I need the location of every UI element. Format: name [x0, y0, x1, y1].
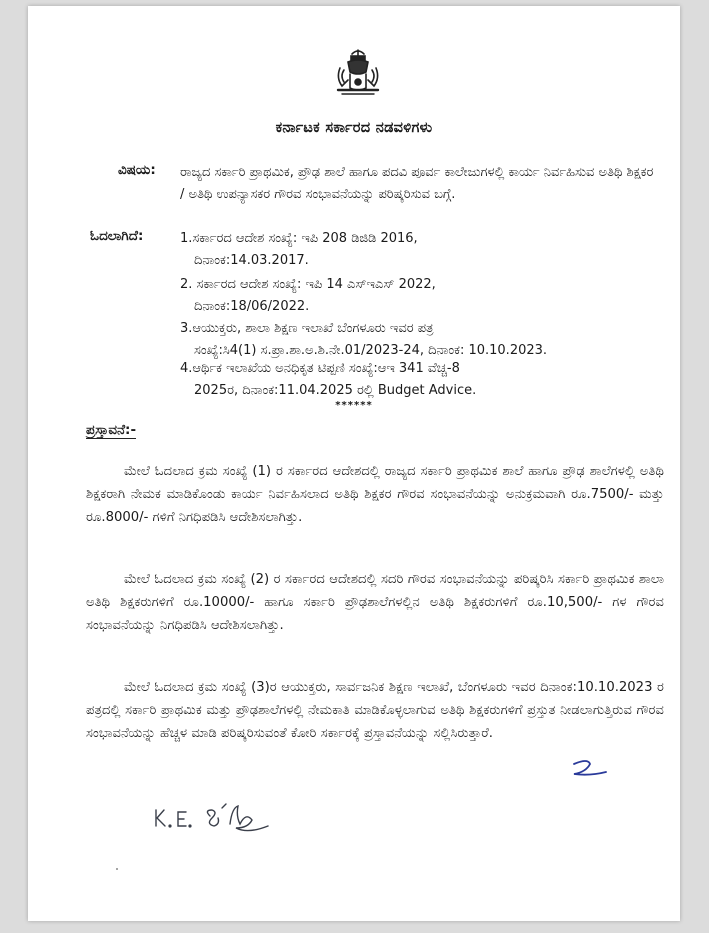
reference-3-line-1: 3.ಆಯುಕ್ತರು, ಶಾಲಾ ಶಿಕ್ಷಣ ಇಲಾಖೆ ಬೆಂಗಳೂರು ಇವರ ಪತ್ರ: [180, 321, 434, 336]
preamble-heading: ಪ್ರಸ್ತಾವನೆ:-: [86, 422, 137, 438]
reference-4-line-2: 2025ರ, ದಿನಾಂಕ:11.04.2025 ರಲ್ಲಿ Budget Advice.: [194, 383, 477, 398]
reference-3-line-2: ಸಂಖ್ಯೆ:ಸಿ4(1) ಸ.ಪ್ರಾ.ಶಾ.ಅ.ಶಿ.ನೇ.01/2023-24, ದಿನಾಂಕ: 10.10.2023.: [194, 343, 548, 358]
reference-item-2: [180, 274, 658, 318]
document-page: [28, 6, 680, 921]
government-emblem-icon: [330, 46, 386, 100]
reference-1-line-1: 1.ಸರ್ಕಾರದ ಆದೇಶ ಸಂಖ್ಯೆ: ಇಪಿ 208 ಡಿಜಿಡಿ 2016,: [180, 231, 418, 246]
separator: ******: [335, 400, 373, 411]
subject-text: ರಾಜ್ಯದ ಸರ್ಕಾರಿ ಪ್ರಾಥಮಿಕ, ಪ್ರೌಢ ಶಾಲೆ ಹಾಗೂ ಪದವಿ ಪೂರ್ವ ಕಾಲೇಜುಗಳಲ್ಲಿ ಕಾರ್ಯ ನಿರ್ವಹಿಸುವ ಅತಿಥಿ ಶಿಕ್ಷಕರ / ಅತಿಥಿ ಉಪನ್ಯಾಸಕರ ಗೌರವ ಸಂಭಾವನೆಯನ್ನು ಪರಿಷ್ಕರಿಸುವ ಬಗ್ಗೆ.: [180, 165, 654, 202]
subject-label: ವಿಷಯ:: [118, 162, 156, 178]
reference-2-line-2: ದಿನಾಂಕ:18/06/2022.: [194, 299, 310, 314]
paragraph-2: ಮೇಲೆ ಓದಲಾದ ಕ್ರಮ ಸಂಖ್ಯೆ (2) ರ ಸರ್ಕಾರದ ಆದೇಶದಲ್ಲಿ ಸದರಿ ಗೌರವ ಸಂಭಾವನೆಯನ್ನು ಪರಿಷ್ಕರಿಸಿ ಸರ್ಕಾರಿ ಪ್ರಾಥಮಿಕ ಶಾಲಾ ಅತಿಥಿ ಶಿಕ್ಷಕರುಗಳಿಗೆ ರೂ.10000/- ಹಾಗೂ ಸರ್ಕಾರಿ ಪ್ರೌಢಶಾಲೆಗಳಲ್ಲಿನ ಅತಿಥಿ ಶಿಕ್ಷಕರುಗಳಿಗೆ ರೂ.10,500/- ಗಳ ಗೌರವ ಸಂಭಾವನೆಯನ್ನು ನಿಗಧಿಪಡಿಸಿ ಆದೇಶಿಸಲಾಗಿತ್ತು.: [86, 572, 664, 633]
reference-item-3: [180, 318, 658, 362]
order-title: ಕರ್ನಾಟಕ ಸರ್ಕಾರದ ನಡವಳಿಗಳು: [275, 120, 433, 136]
reference-2-line-1: 2. ಸರ್ಕಾರದ ಆದೇಶ ಸಂಖ್ಯೆ: ಇಪಿ 14 ಎಸ್‌ಇಎಸ್ 2022,: [180, 277, 436, 292]
reference-item-1: [180, 228, 658, 272]
references-label: ಓದಲಾಗಿದೆ:: [90, 228, 144, 244]
reference-4-line-1: 4.ಆರ್ಥಿಕ ಇಲಾಖೆಯ ಅನಧಿಕೃತ ಟಿಪ್ಪಣಿ ಸಂಖ್ಯೆ:ಆಇ 341 ವೆಚ್ಚ-8: [180, 361, 460, 376]
signature: [148, 794, 298, 838]
paragraph-3: ಮೇಲೆ ಓದಲಾದ ಕ್ರಮ ಸಂಖ್ಯೆ (3)ರ ಆಯುಕ್ತರು, ಸಾರ್ವಜನಿಕ ಶಿಕ್ಷಣ ಇಲಾಖೆ, ಬೆಂಗಳೂರು ಇವರ ದಿನಾಂಕ:10.10.2023 ರ ಪತ್ರದಲ್ಲಿ ಸರ್ಕಾರಿ ಪ್ರಾಥಮಿಕ ಮತ್ತು ಪ್ರೌಢಶಾಲೆಗಳಲ್ಲಿ ನೇಮಕಾತಿ ಮಾಡಿಕೊಳ್ಳಲಾಗುವ ಅತಿಥಿ ಶಿಕ್ಷಕರುಗಳಿಗೆ ಪ್ರಸ್ತುತ ನೀಡಲಾಗುತ್ತಿರುವ ಗೌರವ ಸಂಭಾವನೆಯನ್ನು ಹೆಚ್ಚಳ ಮಾಡಿ ಪರಿಷ್ಕರಿಸುವಂತೆ ಕೋರಿ ಸರ್ಕಾರಕ್ಕೆ ಪ್ರಸ್ತಾವನೆಯನ್ನು ಸಲ್ಲಿಸಿರುತ್ತಾರೆ.: [86, 680, 664, 741]
reference-1-line-2: ದಿನಾಂಕ:14.03.2017.: [194, 253, 309, 268]
handwritten-mark: [568, 758, 612, 780]
reference-item-4: [180, 358, 658, 402]
paragraph-1: ಮೇಲೆ ಓದಲಾದ ಕ್ರಮ ಸಂಖ್ಯೆ (1) ರ ಸರ್ಕಾರದ ಆದೇಶದಲ್ಲಿ ರಾಜ್ಯದ ಸರ್ಕಾರಿ ಪ್ರಾಥಮಿಕ ಶಾಲೆ ಹಾಗೂ ಪ್ರೌಢ ಶಾಲೆಗಳಲ್ಲಿ ಅತಿಥಿ ಶಿಕ್ಷಕರಾಗಿ ನೇಮಕ ಮಾಡಿಕೊಂಡು ಕಾರ್ಯ ನಿರ್ವಹಿಸಲಾದ ಅತಿಥಿ ಶಿಕ್ಷಕರ ಗೌರವ ಸಂಭಾವನೆಯನ್ನು ಅನುಕ್ರಮವಾಗಿ ರೂ.7500/- ಮತ್ತು ರೂ.8000/- ಗಳಿಗೆ ನಿಗಧಿಪಡಿಸಿ ಆದೇಶಿಸಲಾಗಿತ್ತು.: [86, 464, 664, 525]
speck: [116, 868, 118, 870]
